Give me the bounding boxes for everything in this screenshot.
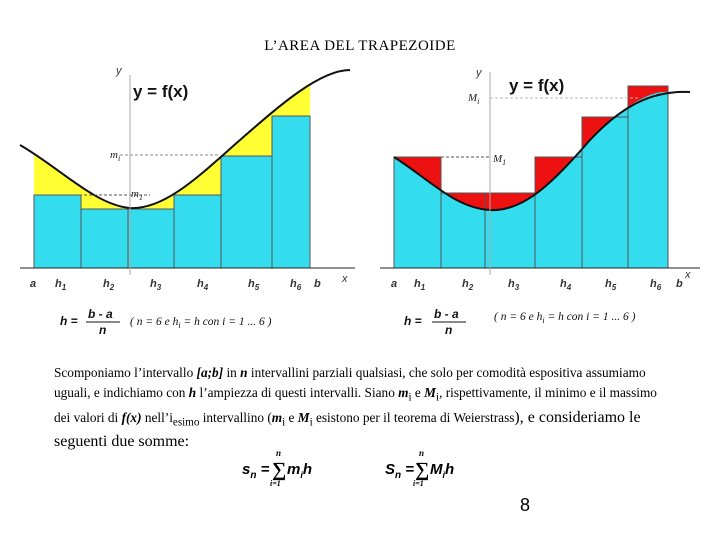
right-tick-label-5: $h_5$: [605, 278, 617, 292]
right-Mi-label: $M_i$: [468, 92, 480, 106]
slide-title: L’AREA DEL TRAPEZOIDE: [264, 38, 456, 54]
svg-text:n: n: [99, 323, 107, 337]
page-number: 8: [520, 495, 531, 515]
left-tick-label-1: $h_1$: [55, 278, 67, 292]
right-tick-label-7: b: [676, 278, 683, 290]
svg-text:Mih: $M_ih$: [430, 461, 455, 480]
left-diagram: [20, 65, 355, 337]
svg-text:h =: h =: [404, 314, 422, 328]
left-tick-label-6: $h_6$: [290, 278, 302, 292]
left-rect-6: [272, 116, 310, 268]
svg-text:n: n: [276, 448, 282, 458]
svg-text:∑: ∑: [415, 459, 430, 481]
svg-text:Sn =: $S_n$ =: [385, 461, 415, 481]
left-mi-label: $m_i$: [110, 149, 121, 163]
svg-text:sn =: $s_n$ =: [242, 461, 270, 481]
left-y-axis-label: y: [116, 65, 122, 77]
right-tick-label-0: a: [391, 278, 398, 290]
right-formula: [404, 307, 636, 337]
right-tick-label-2: $h_2$: [462, 278, 474, 292]
right-diagram: [380, 67, 700, 337]
left-tick-label-0: a: [30, 278, 37, 290]
left-tick-labels: [30, 278, 321, 292]
left-tick-label-4: $h_4$: [197, 278, 209, 292]
left-tick-label-5: $h_5$: [248, 278, 260, 292]
right-y-axis-label: y: [476, 67, 482, 79]
right-tick-label-6: $h_6$: [650, 278, 662, 292]
right-tick-label-3: $h_3$: [508, 278, 520, 292]
left-tick-label-3: $h_3$: [150, 278, 162, 292]
svg-text:i=1: i=1: [270, 479, 281, 488]
left-x-axis-label: x: [342, 273, 348, 285]
right-tick-labels: [391, 278, 683, 292]
right-formula-text: ( n = 6 e $h_i = h$ con i = 1 ... 6 ): [494, 311, 636, 325]
right-function-label: y = f(x): [509, 76, 565, 95]
right-M1-label: $M_1$: [493, 153, 507, 167]
left-rect-2: [81, 209, 128, 268]
left-tick-label-2: $h_2$: [103, 278, 115, 292]
svg-text:n: n: [419, 448, 425, 458]
upper-sum-formula: [385, 448, 475, 497]
svg-text:n: n: [445, 323, 453, 337]
svg-text:h =: h =: [60, 314, 78, 328]
left-function-label: y = f(x): [133, 82, 189, 101]
svg-text:mih: $m_ih$: [287, 461, 313, 480]
lower-sum-formula: [242, 448, 332, 497]
left-formula: [60, 307, 272, 337]
left-rect-1: [34, 195, 81, 268]
explanation-paragraph: Scomponiamo l’intervallo [a;b] in n intervallini parziali qualsiasi, che solo per comodità espositiva assumiamo uguali, e indichiamo con h l’ampiezza di questi intervalli. Siano $m_i$ e $M_i$, rispettivamente, il minimo e il massimo dei valori di f(x) $nell’i_{esimo}$ intervallino ($m_i$ e $M_i$ esistono per il teorema di Weierstrass), e consideriamo le seguenti due somme:: [54, 365, 657, 451]
right-tick-label-1: $h_1$: [414, 278, 426, 292]
right-tick-label-4: $h_4$: [560, 278, 572, 292]
left-rect-5: [221, 156, 272, 268]
left-rect-3: [128, 209, 174, 268]
svg-text:i=1: i=1: [413, 479, 424, 488]
svg-text:b - a: b - a: [88, 307, 113, 321]
right-x-axis-label: x: [685, 269, 691, 281]
left-tick-label-7: b: [314, 278, 321, 290]
svg-text:b - a: b - a: [434, 307, 459, 321]
left-m1-label: $m_1$: [131, 188, 143, 202]
svg-text:∑: ∑: [272, 459, 287, 481]
left-rect-4: [174, 195, 221, 268]
left-formula-text: ( n = 6 e $h_i = h$ con i = 1 ... 6 ): [130, 316, 272, 330]
